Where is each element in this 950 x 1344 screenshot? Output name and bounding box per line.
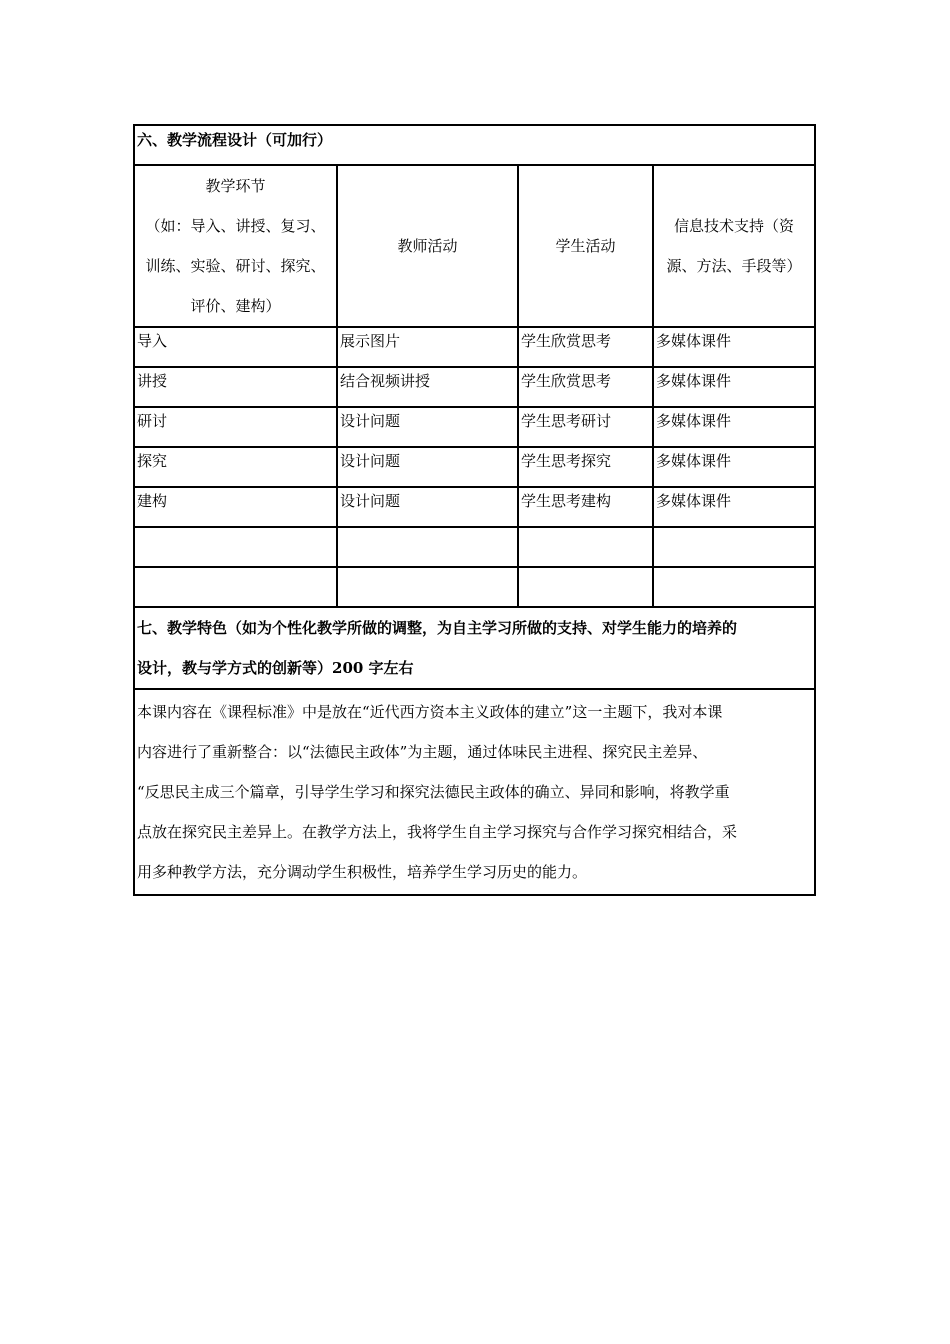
body-line: 本课内容在《课程标准》中是放在“近代西方资本主义政体的建立”这一主题下，我对本课: [137, 703, 723, 721]
header-teaching-stage-line: 教学环节: [205, 177, 266, 195]
header-it-support-line: 信息技术支持（资: [674, 217, 795, 235]
table-header-row: [134, 165, 815, 327]
table-row: [134, 407, 815, 447]
cell-it-support: [653, 567, 815, 607]
cell-it-support: 多媒体课件: [653, 407, 815, 447]
lesson-design-table: [133, 124, 816, 896]
body-line: 内容进行了重新整合：以“法德民主政体”为主题，通过体味民主进程、探究民主差异、: [137, 743, 708, 761]
header-teaching-stage-line: 评价、建构）: [190, 297, 281, 315]
section-seven-title-line: 设计，教与学方式的创新等）200 字左右: [137, 659, 414, 677]
body-line: 用多种教学方法，充分调动学生积极性，培养学生学习历史的能力。: [137, 863, 588, 881]
section-six-row: [134, 125, 815, 165]
cell-student-activity: 学生思考研讨: [518, 407, 653, 447]
cell-stage: 研讨: [134, 407, 337, 447]
section-six-title: 六、教学流程设计（可加行）: [134, 125, 815, 165]
cell-it-support: 多媒体课件: [653, 487, 815, 527]
cell-it-support: 多媒体课件: [653, 327, 815, 367]
header-teacher-activity: 教师活动: [337, 165, 518, 327]
section-seven-body: [134, 689, 815, 895]
section-seven-body-row: [134, 689, 815, 895]
cell-stage: 讲授: [134, 367, 337, 407]
table-row: [134, 327, 815, 367]
header-teaching-stage-line: 训练、实验、研讨、探究、: [145, 257, 326, 275]
cell-it-support: [653, 527, 815, 567]
table-row: [134, 367, 815, 407]
cell-teacher-activity: 设计问题: [337, 407, 518, 447]
header-it-support-line: 源、方法、手段等）: [666, 257, 802, 275]
cell-stage: 探究: [134, 447, 337, 487]
table-row: [134, 447, 815, 487]
header-teaching-stage-line: （如：导入、讲授、复习、: [145, 217, 326, 235]
section-seven-title: [134, 607, 815, 689]
cell-stage: [134, 567, 337, 607]
header-it-support: [653, 165, 815, 327]
cell-student-activity: 学生思考建构: [518, 487, 653, 527]
section-seven-title-line: 七、教学特色（如为个性化教学所做的调整，为自主学习所做的支持、对学生能力的培养的: [137, 619, 738, 637]
cell-teacher-activity: 结合视频讲授: [337, 367, 518, 407]
cell-student-activity: 学生欣赏思考: [518, 367, 653, 407]
cell-student-activity: [518, 527, 653, 567]
body-line: 点放在探究民主差异上。在教学方法上，我将学生自主学习探究与合作学习探究相结合，采: [137, 823, 738, 841]
cell-student-activity: 学生欣赏思考: [518, 327, 653, 367]
cell-teacher-activity: [337, 567, 518, 607]
section-seven-row: [134, 607, 815, 689]
cell-student-activity: 学生思考探究: [518, 447, 653, 487]
header-teaching-stage: [134, 165, 337, 327]
cell-teacher-activity: [337, 527, 518, 567]
cell-stage: [134, 527, 337, 567]
cell-teacher-activity: 设计问题: [337, 487, 518, 527]
cell-it-support: 多媒体课件: [653, 367, 815, 407]
table-row-empty: [134, 567, 815, 607]
cell-student-activity: [518, 567, 653, 607]
body-line: “反思民主成三个篇章，引导学生学习和探究法德民主政体的确立、异同和影响，将教学重: [137, 783, 730, 801]
cell-teacher-activity: 设计问题: [337, 447, 518, 487]
cell-teacher-activity: 展示图片: [337, 327, 518, 367]
table-row: [134, 487, 815, 527]
cell-stage: 建构: [134, 487, 337, 527]
cell-it-support: 多媒体课件: [653, 447, 815, 487]
table-row-empty: [134, 527, 815, 567]
header-student-activity: 学生活动: [518, 165, 653, 327]
cell-stage: 导入: [134, 327, 337, 367]
